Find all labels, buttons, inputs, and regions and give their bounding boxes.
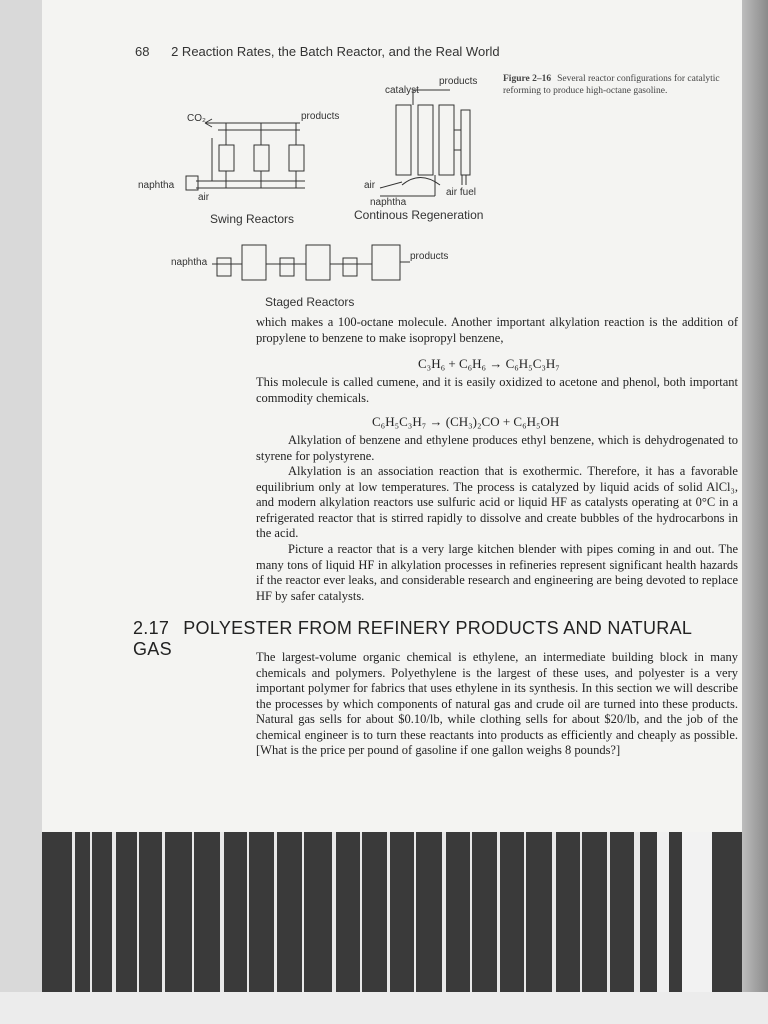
staged-naphtha-label: naphtha [171,257,208,268]
chapter-title: 2 Reaction Rates, the Batch Reactor, and the Real World [171,44,500,59]
paragraph-text: Alkylation is an association reaction that is exothermic. Therefore, it has a favorable equilibrium only at low temperatures. The process is catalyzed by liquid acids of solid AlCl₃, and modern alkylation reactors use sulfuric acid or liquid HF as catalysts operating at 0°C in a refrigerated reactor that is stirred rapidly to dissolve and create bubbles of the hydrocarbons in the acid. [256,464,738,540]
continuous-air-label: air [364,180,376,191]
continuous-products-label: products [439,76,478,87]
paragraph-text: which makes a 100-octane molecule. Another important alkylation reaction is the addition of propylene to benzene to make isopropyl benzene, [256,315,738,345]
swing-reactors-title: Swing Reactors [210,212,295,226]
paragraph-text: This molecule is called cumene, and it is easily oxidized to acetone and phenol, both important commodity chemicals. [256,375,738,405]
continuous-naphtha-label: naphtha [370,197,407,208]
swing-reactors-drawing [186,119,305,190]
equation-cumene: C₃H₆ + C₆H₆ → C₆H₅C₃H₇ [418,356,560,371]
staged-reactors-drawing [212,245,410,280]
paragraph [256,542,738,604]
staged-products-label: products [410,251,449,262]
paragraph-text: The largest-volume organic chemical is ethylene, an intermediate building block in many chemicals and polymers. Polyethylene is the largest of these uses, and polyester is a very important polymer for fabrics that uses ethylene in its synthesis. In this section we will describe the processes by which components of natural gas and crude oil are turned into these products. Natural gas sells for about $0.10/lb, while clothing sells for about $20/lb, and the job of the chemical engineer is to turn these reactants into products as efficiently and cheaply as possible. [What is the price per pound of gasoline if one gallon weighs 8 pounds?] [256,650,738,757]
air-fuel-label: air fuel [446,187,477,198]
paragraph [256,650,738,759]
page-number: 68 [135,44,150,59]
continuous-regeneration-title: Continous Regeneration [354,208,484,222]
paragraph-text: Alkylation of benzene and ethylene produces ethyl benzene, which is dehydrogenated to styrene for polystyrene. [256,433,738,463]
swing-co2-label: CO₂ [187,113,206,124]
reactor-diagram [0,0,768,320]
swing-products-label: products [301,111,340,122]
equation-oxidation: C₆H₅C₃H₇ → (CH₃)₂CO + C₆H₅OH [372,414,560,429]
paragraph [256,433,738,464]
swing-air-label: air [198,192,210,203]
section-number: 2.17 [133,618,170,638]
paragraph [256,375,738,406]
figure-label: Figure 2–16 [503,74,552,84]
continuous-regeneration-drawing [380,90,470,196]
swing-naphtha-label: naphtha [138,180,175,191]
scan-artifact-area [42,832,742,992]
paragraph [256,464,738,542]
section-title: POLYESTER FROM REFINERY PRODUCTS AND NATURAL GAS [133,618,692,659]
paragraph [256,315,738,346]
figure-caption-text: Several reactor configurations for catalytic reforming to produce high-octane gasoline. [503,74,720,96]
catalyst-label: catalyst [385,85,419,96]
scan-background [0,992,768,1024]
paragraph-text: Picture a reactor that is a very large kitchen blender with pipes coming in and out. The many tons of liquid HF in alkylation processes in refineries represent significant health hazards if the reactor ever leaks, and considerable research and engineering are being devoted to replace HF by safer catalysts. [256,542,738,603]
staged-reactors-title: Staged Reactors [265,295,355,309]
